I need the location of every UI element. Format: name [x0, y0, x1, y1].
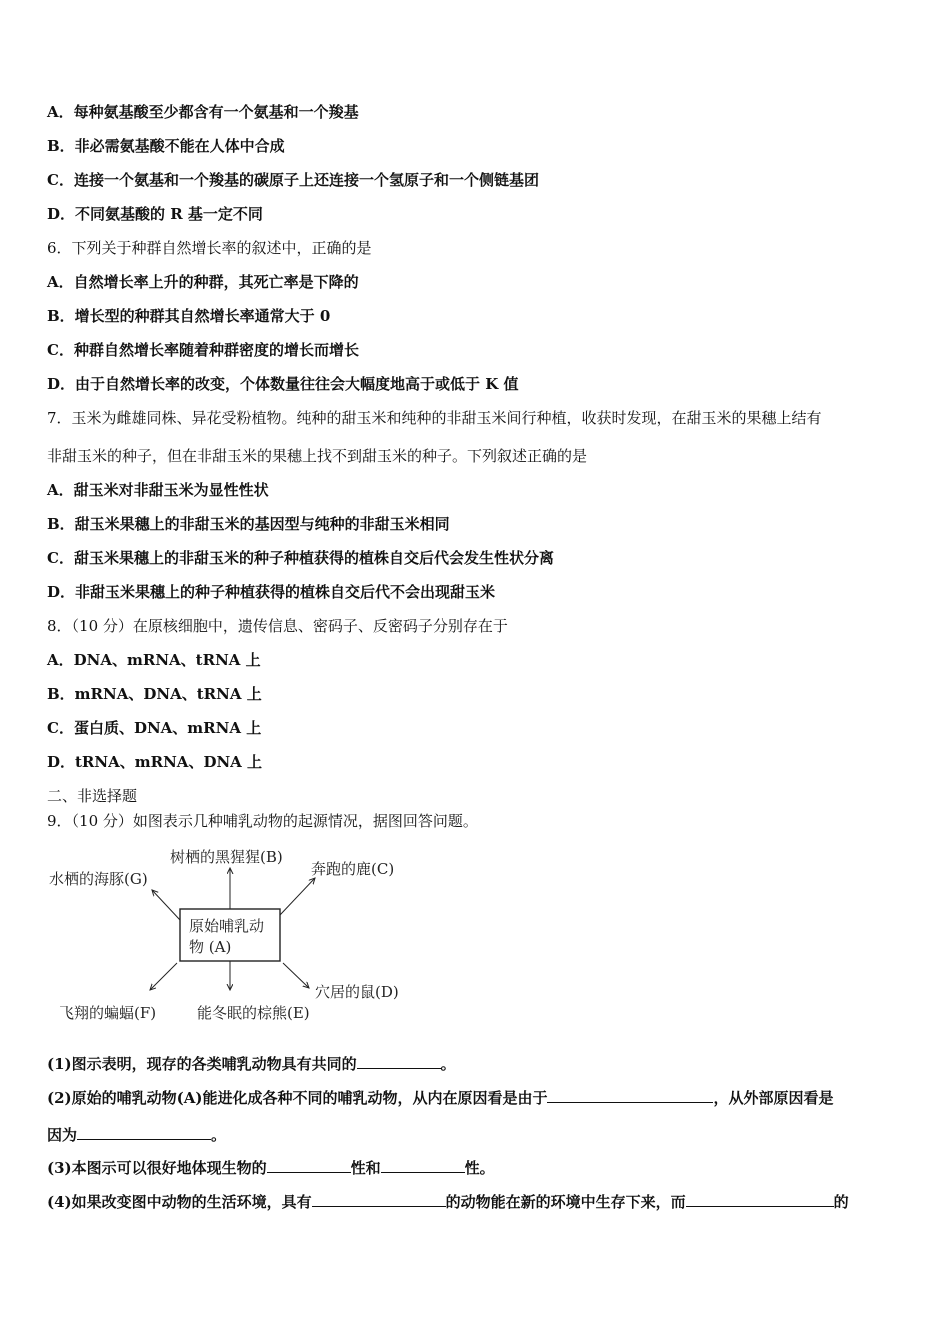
q7-stem-line2: 非甜玉米的种子，但在非甜玉米的果穗上找不到甜玉米的种子。下列叙述正确的是 — [47, 447, 588, 465]
q8-option-b: B．mRNA、DNA、tRNA 上 — [47, 685, 262, 703]
answer-blank-3[interactable] — [77, 1124, 211, 1140]
section-title: 二、非选择题 — [47, 787, 138, 805]
label-f: 飞翔的蝙蝠(F) — [59, 1004, 157, 1022]
q9-sub4-text: (4)如果改变图中动物的生活环境，具有 — [47, 1193, 312, 1211]
q6-option-b: B．增长型的种群其自然增长率通常大于 0 — [47, 307, 331, 325]
q9-sub2-cont — [47, 1124, 226, 1145]
q5-option-a: A．每种氨基酸至少都含有一个氨基和一个羧基 — [47, 103, 359, 121]
q9-sub2-cont-text: 因为 — [47, 1126, 78, 1144]
q8-stem: 8．（10 分）在原核细胞中，遗传信息、密码子、反密码子分别存在于 — [47, 617, 508, 635]
answer-blank-5[interactable] — [381, 1157, 465, 1173]
arrow-to-g — [152, 890, 180, 920]
q7-option-b: B．甜玉米果穗上的非甜玉米的基因型与纯种的非甜玉米相同 — [47, 515, 450, 533]
q9-sub2 — [47, 1087, 833, 1108]
q7-stem-line1: 7．玉米为雌雄同株、异花受粉植物。纯种的甜玉米和纯种的非甜玉米间行种植，收获时发现，在甜玉米的果穗上结有 — [47, 409, 822, 427]
q7-option-c: C．甜玉米果穗上的非甜玉米的种子种植获得的植株自交后代会发生性状分离 — [47, 549, 554, 567]
q9-sub2-mid: ，从外部原因看是 — [713, 1089, 834, 1107]
q6-stem: 6．下列关于种群自然增长率的叙述中，正确的是 — [47, 239, 372, 257]
label-d: 穴居的鼠(D) — [315, 983, 399, 1001]
q5-option-d: D．不同氨基酸的 R 基一定不同 — [47, 205, 263, 223]
q9-sub3-text: (3)本图示可以很好地体现生物的 — [47, 1159, 267, 1177]
arrow-to-d — [283, 963, 309, 988]
label-e: 能冬眠的棕熊(E) — [197, 1004, 310, 1022]
center-label-line1: 原始哺乳动 — [189, 917, 265, 935]
answer-blank-4[interactable] — [267, 1157, 351, 1173]
q9-stem: 9．（10 分）如图表示几种哺乳动物的起源情况，据图回答问题。 — [47, 812, 478, 830]
q9-sub2-text: (2)原始的哺乳动物(A)能进化成各种不同的哺乳动物，从内在原因看是由于 — [47, 1089, 548, 1107]
q6-option-c: C．种群自然增长率随着种群密度的增长而增长 — [47, 341, 359, 359]
q9-sub3-end: 性。 — [464, 1159, 495, 1177]
q9-sub3 — [47, 1157, 495, 1178]
q6-option-d: D．由于自然增长率的改变，个体数量往往会大幅度地高于或低于 K 值 — [47, 375, 519, 393]
q9-sub4-end: 的 — [833, 1193, 849, 1211]
q6-option-a: A．自然增长率上升的种群，其死亡率是下降的 — [47, 273, 359, 291]
answer-blank-6[interactable] — [312, 1191, 446, 1207]
label-b: 树栖的黑猩猩(B) — [170, 848, 283, 866]
q9-sub1-end: 。 — [440, 1055, 456, 1073]
q9-sub1-text: (1)图示表明，现存的各类哺乳动物具有共同的 — [47, 1055, 357, 1073]
q9-sub4-mid: 的动物能在新的环境中生存下来，而 — [445, 1193, 686, 1211]
q5-option-c: C．连接一个氨基和一个羧基的碳原子上还连接一个氢原子和一个侧链基团 — [47, 171, 539, 189]
q8-option-c: C．蛋白质、DNA、mRNA 上 — [47, 719, 262, 737]
label-c: 奔跑的鹿(C) — [311, 860, 395, 878]
center-label-line2: 物 (A) — [189, 938, 232, 956]
q7-option-d: D．非甜玉米果穗上的种子种植获得的植株自交后代不会出现甜玉米 — [47, 583, 496, 601]
answer-blank-1[interactable] — [357, 1053, 441, 1069]
q7-option-a: A．甜玉米对非甜玉米为显性性状 — [47, 481, 269, 499]
label-g: 水栖的海豚(G) — [49, 870, 148, 888]
q9-sub1 — [47, 1053, 456, 1074]
q9-sub4 — [47, 1191, 849, 1212]
q8-option-a: A．DNA、mRNA、tRNA 上 — [47, 651, 261, 669]
answer-blank-7[interactable] — [686, 1191, 834, 1207]
q9-sub3-mid: 性和 — [350, 1159, 381, 1177]
q8-option-d: D．tRNA、mRNA、DNA 上 — [47, 753, 263, 771]
q9-sub2-end: 。 — [211, 1126, 227, 1144]
q5-option-b: B．非必需氨基酸不能在人体中合成 — [47, 137, 285, 155]
answer-blank-2[interactable] — [547, 1087, 713, 1103]
arrow-to-f — [150, 963, 177, 990]
arrow-to-c — [280, 878, 315, 915]
mammal-origin-diagram — [47, 840, 427, 1030]
